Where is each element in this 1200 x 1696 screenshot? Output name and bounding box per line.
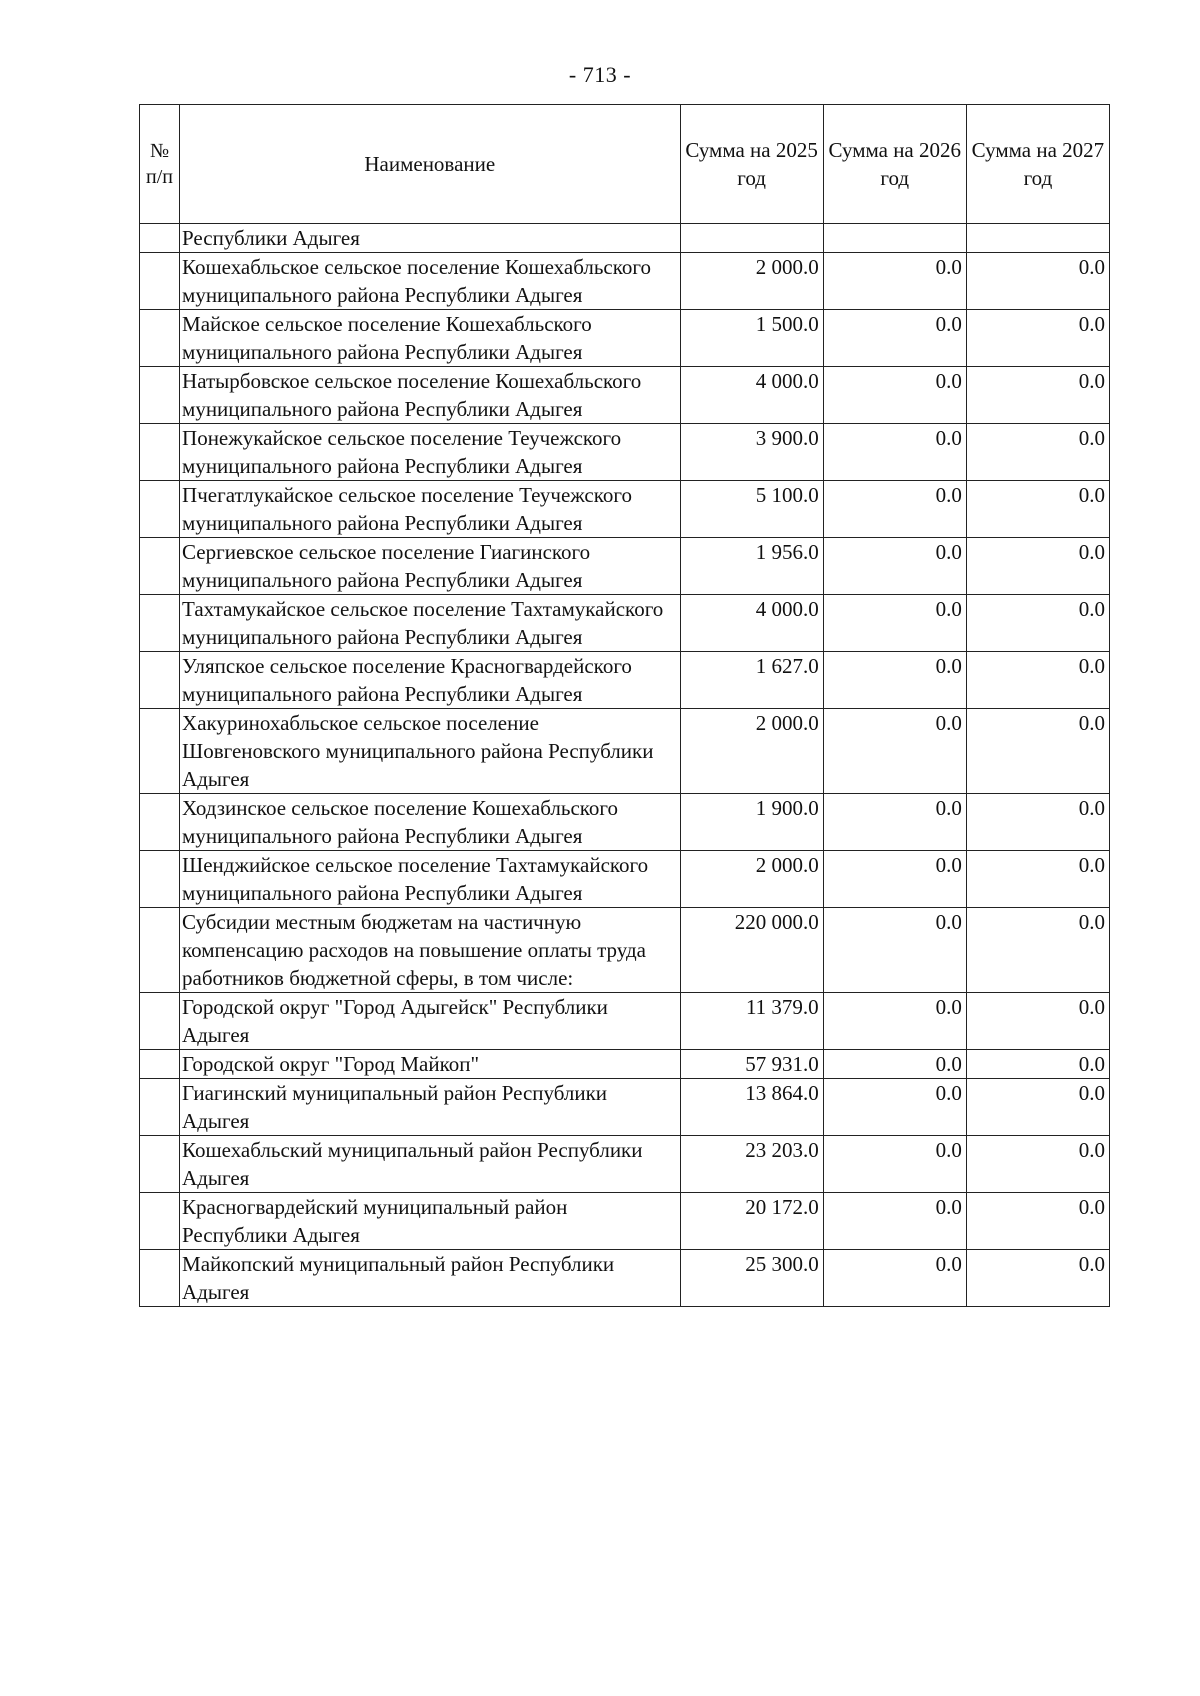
- row-name-cell: Тахтамукайское сельское поселение Тахтамукайского муниципального района Республики Адыгея: [180, 595, 681, 652]
- header-name: Наименование: [180, 105, 681, 224]
- row-sum-2025-cell: 1 627.0: [680, 652, 823, 709]
- row-sum-2027-cell: 0.0: [966, 1050, 1109, 1079]
- row-name-cell: Сергиевское сельское поселение Гиагинского муниципального района Республики Адыгея: [180, 538, 681, 595]
- row-name-cell: Кошехабльский муниципальный район Республики Адыгея: [180, 1136, 681, 1193]
- row-sum-2027-cell: 0.0: [966, 851, 1109, 908]
- row-sum-2025-cell: 1 956.0: [680, 538, 823, 595]
- row-sum-2025-cell: 2 000.0: [680, 851, 823, 908]
- row-name-cell: Майкопский муниципальный район Республики Адыгея: [180, 1250, 681, 1307]
- table-row: [140, 424, 1110, 481]
- row-name-cell: Майское сельское поселение Кошехабльского муниципального района Республики Адыгея: [180, 310, 681, 367]
- row-sum-2026-cell: 0.0: [823, 424, 966, 481]
- row-name-cell: Городской округ "Город Адыгейск" Республики Адыгея: [180, 993, 681, 1050]
- row-sum-2025-cell: 220 000.0: [680, 908, 823, 993]
- row-sum-2026-cell: 0.0: [823, 538, 966, 595]
- row-sum-2025-cell: 11 379.0: [680, 993, 823, 1050]
- row-number-cell: [140, 224, 180, 253]
- header-sum-2025: Сумма на 2025 год: [680, 105, 823, 224]
- table-row: [140, 310, 1110, 367]
- row-sum-2026-cell: [823, 224, 966, 253]
- row-name-cell: Гиагинский муниципальный район Республики Адыгея: [180, 1079, 681, 1136]
- row-name-cell: Уляпское сельское поселение Красногвардейского муниципального района Республики Адыгея: [180, 652, 681, 709]
- row-sum-2026-cell: 0.0: [823, 652, 966, 709]
- table-row: [140, 993, 1110, 1050]
- row-number-cell: [140, 424, 180, 481]
- row-sum-2027-cell: 0.0: [966, 908, 1109, 993]
- header-sum-2026: Сумма на 2026 год: [823, 105, 966, 224]
- page-number: - 713 -: [568, 62, 632, 87]
- row-name-cell: Субсидии местным бюджетам на частичную компенсацию расходов на повышение оплаты труда работников бюджетной сферы, в том числе:: [180, 908, 681, 993]
- row-number-cell: [140, 595, 180, 652]
- row-sum-2027-cell: 0.0: [966, 1250, 1109, 1307]
- table-row: [140, 538, 1110, 595]
- row-sum-2026-cell: 0.0: [823, 794, 966, 851]
- row-sum-2027-cell: 0.0: [966, 595, 1109, 652]
- row-sum-2025-cell: 4 000.0: [680, 367, 823, 424]
- table-row: [140, 851, 1110, 908]
- row-sum-2027-cell: 0.0: [966, 310, 1109, 367]
- row-sum-2027-cell: 0.0: [966, 794, 1109, 851]
- row-sum-2026-cell: 0.0: [823, 993, 966, 1050]
- row-sum-2026-cell: 0.0: [823, 1136, 966, 1193]
- row-sum-2026-cell: 0.0: [823, 595, 966, 652]
- row-number-cell: [140, 1193, 180, 1250]
- row-sum-2026-cell: 0.0: [823, 253, 966, 310]
- table-row: [140, 908, 1110, 993]
- row-sum-2027-cell: 0.0: [966, 1193, 1109, 1250]
- row-sum-2026-cell: 0.0: [823, 310, 966, 367]
- row-sum-2026-cell: 0.0: [823, 367, 966, 424]
- row-sum-2025-cell: 2 000.0: [680, 253, 823, 310]
- row-sum-2027-cell: [966, 224, 1109, 253]
- row-sum-2025-cell: 4 000.0: [680, 595, 823, 652]
- row-sum-2027-cell: 0.0: [966, 1079, 1109, 1136]
- header-number: № п/п: [140, 105, 180, 224]
- row-number-cell: [140, 794, 180, 851]
- row-sum-2027-cell: 0.0: [966, 538, 1109, 595]
- table-row: [140, 481, 1110, 538]
- row-sum-2027-cell: 0.0: [966, 1136, 1109, 1193]
- row-sum-2027-cell: 0.0: [966, 709, 1109, 794]
- row-number-cell: [140, 1050, 180, 1079]
- row-sum-2026-cell: 0.0: [823, 481, 966, 538]
- row-number-cell: [140, 253, 180, 310]
- row-sum-2027-cell: 0.0: [966, 993, 1109, 1050]
- row-sum-2027-cell: 0.0: [966, 481, 1109, 538]
- row-sum-2025-cell: 5 100.0: [680, 481, 823, 538]
- row-sum-2026-cell: 0.0: [823, 1193, 966, 1250]
- row-number-cell: [140, 908, 180, 993]
- row-name-cell: Пчегатлукайское сельское поселение Теучежского муниципального района Республики Адыгея: [180, 481, 681, 538]
- row-number-cell: [140, 481, 180, 538]
- row-sum-2025-cell: 3 900.0: [680, 424, 823, 481]
- row-number-cell: [140, 851, 180, 908]
- row-sum-2026-cell: 0.0: [823, 908, 966, 993]
- row-sum-2025-cell: 1 500.0: [680, 310, 823, 367]
- row-sum-2026-cell: 0.0: [823, 1050, 966, 1079]
- row-name-cell: Красногвардейский муниципальный район Республики Адыгея: [180, 1193, 681, 1250]
- row-number-cell: [140, 993, 180, 1050]
- budget-table: [139, 104, 1110, 1307]
- row-name-cell: Республики Адыгея: [180, 224, 681, 253]
- table-row: [140, 1193, 1110, 1250]
- row-name-cell: Шенджийское сельское поселение Тахтамукайского муниципального района Республики Адыгея: [180, 851, 681, 908]
- header-sum-2027: Сумма на 2027 год: [966, 105, 1109, 224]
- row-sum-2025-cell: 13 864.0: [680, 1079, 823, 1136]
- row-sum-2027-cell: 0.0: [966, 253, 1109, 310]
- row-sum-2026-cell: 0.0: [823, 1079, 966, 1136]
- row-sum-2025-cell: [680, 224, 823, 253]
- table-row: [140, 1250, 1110, 1307]
- row-name-cell: Городской округ "Город Майкоп": [180, 1050, 681, 1079]
- row-sum-2025-cell: 25 300.0: [680, 1250, 823, 1307]
- table-row: [140, 794, 1110, 851]
- row-name-cell: Натырбовское сельское поселение Кошехабльского муниципального района Республики Адыгея: [180, 367, 681, 424]
- row-sum-2025-cell: 57 931.0: [680, 1050, 823, 1079]
- row-name-cell: Хакуринохабльское сельское поселение Шовгеновского муниципального района Республики Адыгея: [180, 709, 681, 794]
- row-name-cell: Ходзинское сельское поселение Кошехабльского муниципального района Республики Адыгея: [180, 794, 681, 851]
- row-sum-2025-cell: 1 900.0: [680, 794, 823, 851]
- row-number-cell: [140, 1136, 180, 1193]
- row-sum-2026-cell: 0.0: [823, 1250, 966, 1307]
- row-sum-2025-cell: 2 000.0: [680, 709, 823, 794]
- row-sum-2027-cell: 0.0: [966, 424, 1109, 481]
- table-header-row: [140, 105, 1110, 224]
- table-row: [140, 1079, 1110, 1136]
- row-number-cell: [140, 538, 180, 595]
- row-sum-2026-cell: 0.0: [823, 709, 966, 794]
- row-name-cell: Кошехабльское сельское поселение Кошехабльского муниципального района Республики Адыгея: [180, 253, 681, 310]
- row-name-cell: Понежукайское сельское поселение Теучежского муниципального района Республики Адыгея: [180, 424, 681, 481]
- row-number-cell: [140, 1250, 180, 1307]
- row-number-cell: [140, 1079, 180, 1136]
- row-sum-2025-cell: 20 172.0: [680, 1193, 823, 1250]
- table-row: [140, 709, 1110, 794]
- table-body: [140, 224, 1110, 1307]
- row-number-cell: [140, 652, 180, 709]
- table-row: [140, 224, 1110, 253]
- row-sum-2027-cell: 0.0: [966, 367, 1109, 424]
- row-sum-2027-cell: 0.0: [966, 652, 1109, 709]
- row-number-cell: [140, 367, 180, 424]
- table-row: [140, 253, 1110, 310]
- row-number-cell: [140, 709, 180, 794]
- table-row: [140, 1050, 1110, 1079]
- row-sum-2025-cell: 23 203.0: [680, 1136, 823, 1193]
- row-sum-2026-cell: 0.0: [823, 851, 966, 908]
- table-row: [140, 595, 1110, 652]
- table-row: [140, 367, 1110, 424]
- row-number-cell: [140, 310, 180, 367]
- table-row: [140, 652, 1110, 709]
- table-row: [140, 1136, 1110, 1193]
